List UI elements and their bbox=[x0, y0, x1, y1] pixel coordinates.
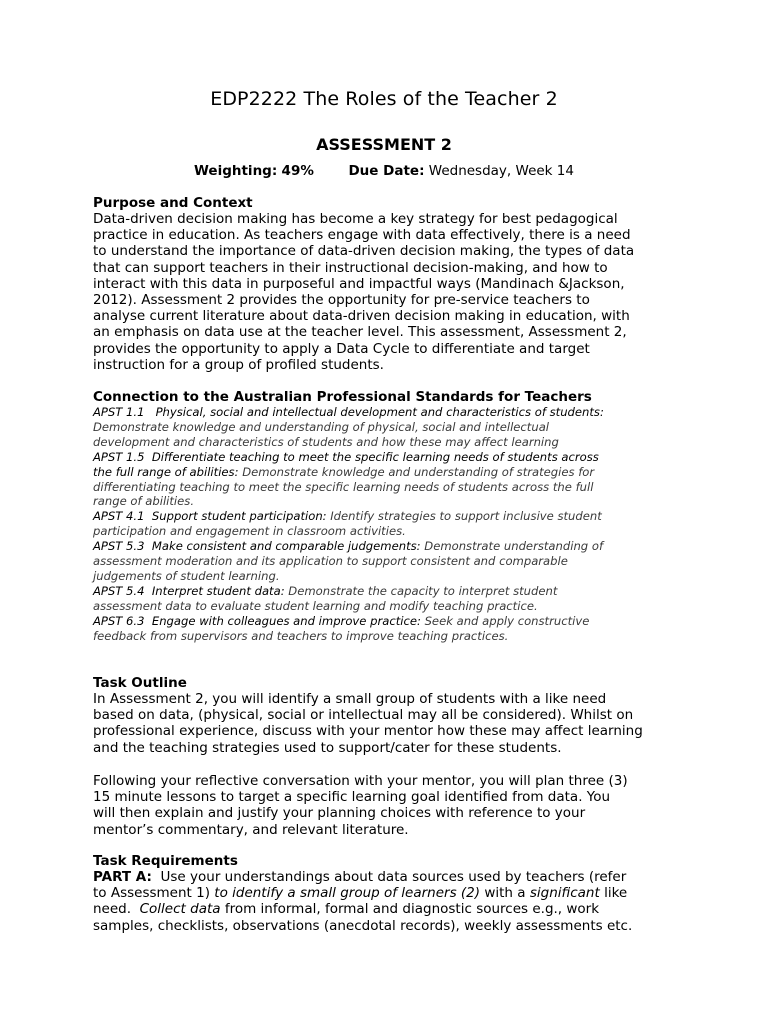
standards-heading: Connection to the Australian Professional Standards for Teachers bbox=[93, 389, 592, 405]
requirements-emphasis: significant bbox=[529, 885, 600, 902]
standard-desc: judgements of student learning. bbox=[93, 568, 280, 583]
weighting-label: Weighting: bbox=[194, 163, 278, 179]
standard-title: Make consistent and comparable judgements: bbox=[151, 539, 421, 554]
purpose-paragraph bbox=[93, 211, 683, 373]
requirements-text: samples, checklists, observations (anecdotal records), weekly assessments etc. bbox=[93, 917, 633, 934]
purpose-line: that can support teachers in their instructional decision-making, and how to bbox=[93, 259, 608, 276]
standard-title: Physical, social and intellectual development and characteristics of students: bbox=[155, 405, 604, 419]
standard-item bbox=[93, 450, 683, 510]
task-outline-line: based on data, (physical, social or intellectual may all be considered). Whilst on bbox=[93, 707, 634, 724]
requirements-text: like bbox=[604, 885, 628, 902]
purpose-line: Data-driven decision making has become a key strategy for best pedagogical bbox=[93, 211, 618, 227]
assessment-title: ASSESSMENT 2 bbox=[316, 135, 452, 154]
part-a-label: PART A: bbox=[93, 869, 152, 885]
standard-desc: Demonstrate the capacity to interpret student bbox=[288, 583, 558, 598]
standard-item bbox=[93, 405, 683, 450]
standard-desc: feedback from supervisors and teachers to improve teaching practices. bbox=[93, 628, 509, 643]
task-outline-paragraph bbox=[93, 773, 683, 838]
purpose-line: practice in education. As teachers engage with data effectively, there is a need bbox=[93, 227, 631, 244]
standard-title: the full range of abilities: bbox=[93, 464, 239, 479]
due-date-label: Due Date: bbox=[348, 163, 425, 179]
requirements-text: from informal, formal and diagnostic sources e.g., work bbox=[224, 901, 600, 918]
task-outline-line: professional experience, discuss with your mentor how these may affect learning bbox=[93, 723, 643, 740]
purpose-line: interact with this data in purposeful and impactful ways (Mandinach &Jackson, bbox=[93, 275, 625, 292]
requirements-text: to Assessment 1) bbox=[93, 885, 210, 902]
task-outline-line: will then explain and justify your planning choices with reference to your bbox=[93, 805, 586, 822]
standard-code: APST 1.5 bbox=[93, 449, 145, 464]
requirements-text: need. bbox=[93, 901, 132, 918]
task-outline-line: 15 minute lessons to target a specific learning goal identified from data. You bbox=[93, 789, 611, 806]
due-date-value: Wednesday, Week 14 bbox=[428, 163, 574, 179]
standard-desc: Demonstrate knowledge and understanding of physical, social and intellectual bbox=[93, 419, 550, 434]
task-outline-heading: Task Outline bbox=[93, 675, 187, 691]
standard-title: Support student participation: bbox=[151, 509, 327, 524]
purpose-section bbox=[93, 195, 683, 373]
standard-desc: assessment data to evaluate student learning and modify teaching practice. bbox=[93, 598, 538, 613]
standard-title: Differentiate teaching to meet the specific learning needs of students across bbox=[151, 449, 599, 464]
standard-desc: Identify strategies to support inclusive student bbox=[330, 509, 602, 524]
task-outline-section-2 bbox=[93, 773, 683, 838]
requirements-text: with a bbox=[484, 885, 526, 902]
purpose-line: instruction for a group of profiled students. bbox=[93, 356, 384, 373]
standard-code: APST 5.4 bbox=[93, 583, 145, 598]
purpose-line: analyse current literature about data-driven decision making in education, with bbox=[93, 308, 630, 325]
requirements-emphasis: Collect data bbox=[139, 901, 221, 918]
standard-item bbox=[93, 614, 683, 644]
task-requirements-heading: Task Requirements bbox=[93, 853, 238, 869]
purpose-line: to understand the importance of data-driven decision making, the types of data bbox=[93, 243, 635, 260]
standard-desc: Seek and apply constructive bbox=[424, 613, 590, 628]
requirements-text: Use your understandings about data sources used by teachers (refer bbox=[160, 869, 627, 885]
standard-desc: participation and engagement in classroom activities. bbox=[93, 524, 406, 539]
task-outline-section bbox=[93, 675, 683, 756]
standards-section bbox=[93, 389, 683, 644]
weighting-value: 49% bbox=[281, 163, 314, 179]
purpose-line: an emphasis on data use at the teacher level. This assessment, Assessment 2, bbox=[93, 324, 627, 341]
standard-desc: Demonstrate knowledge and understanding of strategies for bbox=[242, 464, 595, 479]
weighting-due-line bbox=[0, 163, 768, 179]
task-outline-line: In Assessment 2, you will identify a small group of students with a like need bbox=[93, 691, 607, 707]
task-outline-line: Following your reflective conversation with your mentor, you will plan three (3) bbox=[93, 773, 628, 789]
purpose-line: 2012). Assessment 2 provides the opportunity for pre-service teachers to bbox=[93, 292, 590, 309]
standard-code: APST 5.3 bbox=[93, 539, 145, 554]
standard-item bbox=[93, 509, 683, 539]
purpose-heading: Purpose and Context bbox=[93, 195, 253, 211]
standard-desc: assessment moderation and its application to support consistent and comparable bbox=[93, 554, 568, 569]
standard-code: APST 1.1 bbox=[93, 405, 145, 419]
standard-desc: differentiating teaching to meet the specific learning needs of students across the full bbox=[93, 479, 594, 494]
standard-desc: range of abilities. bbox=[93, 494, 195, 509]
task-outline-line: mentor’s commentary, and relevant literature. bbox=[93, 821, 409, 838]
standard-desc: Demonstrate understanding of bbox=[424, 539, 604, 554]
standard-desc: development and characteristics of students and how these may affect learning bbox=[93, 434, 559, 449]
requirements-emphasis: to identify a small group of learners (2) bbox=[214, 885, 481, 902]
standard-code: APST 6.3 bbox=[93, 613, 145, 628]
standard-code: APST 4.1 bbox=[93, 509, 145, 524]
requirements-paragraph bbox=[93, 869, 683, 934]
document-title: EDP2222 The Roles of the Teacher 2 bbox=[210, 88, 558, 110]
standard-title: Engage with colleagues and improve practice: bbox=[151, 613, 421, 628]
task-outline-paragraph bbox=[93, 691, 683, 756]
standard-item bbox=[93, 584, 683, 614]
task-requirements-section bbox=[93, 853, 683, 934]
purpose-line: provides the opportunity to apply a Data Cycle to differentiate and target bbox=[93, 340, 590, 357]
task-outline-line: and the teaching strategies used to support/cater for these students. bbox=[93, 739, 562, 756]
standard-item bbox=[93, 539, 683, 584]
standard-title: Interpret student data: bbox=[151, 583, 285, 598]
